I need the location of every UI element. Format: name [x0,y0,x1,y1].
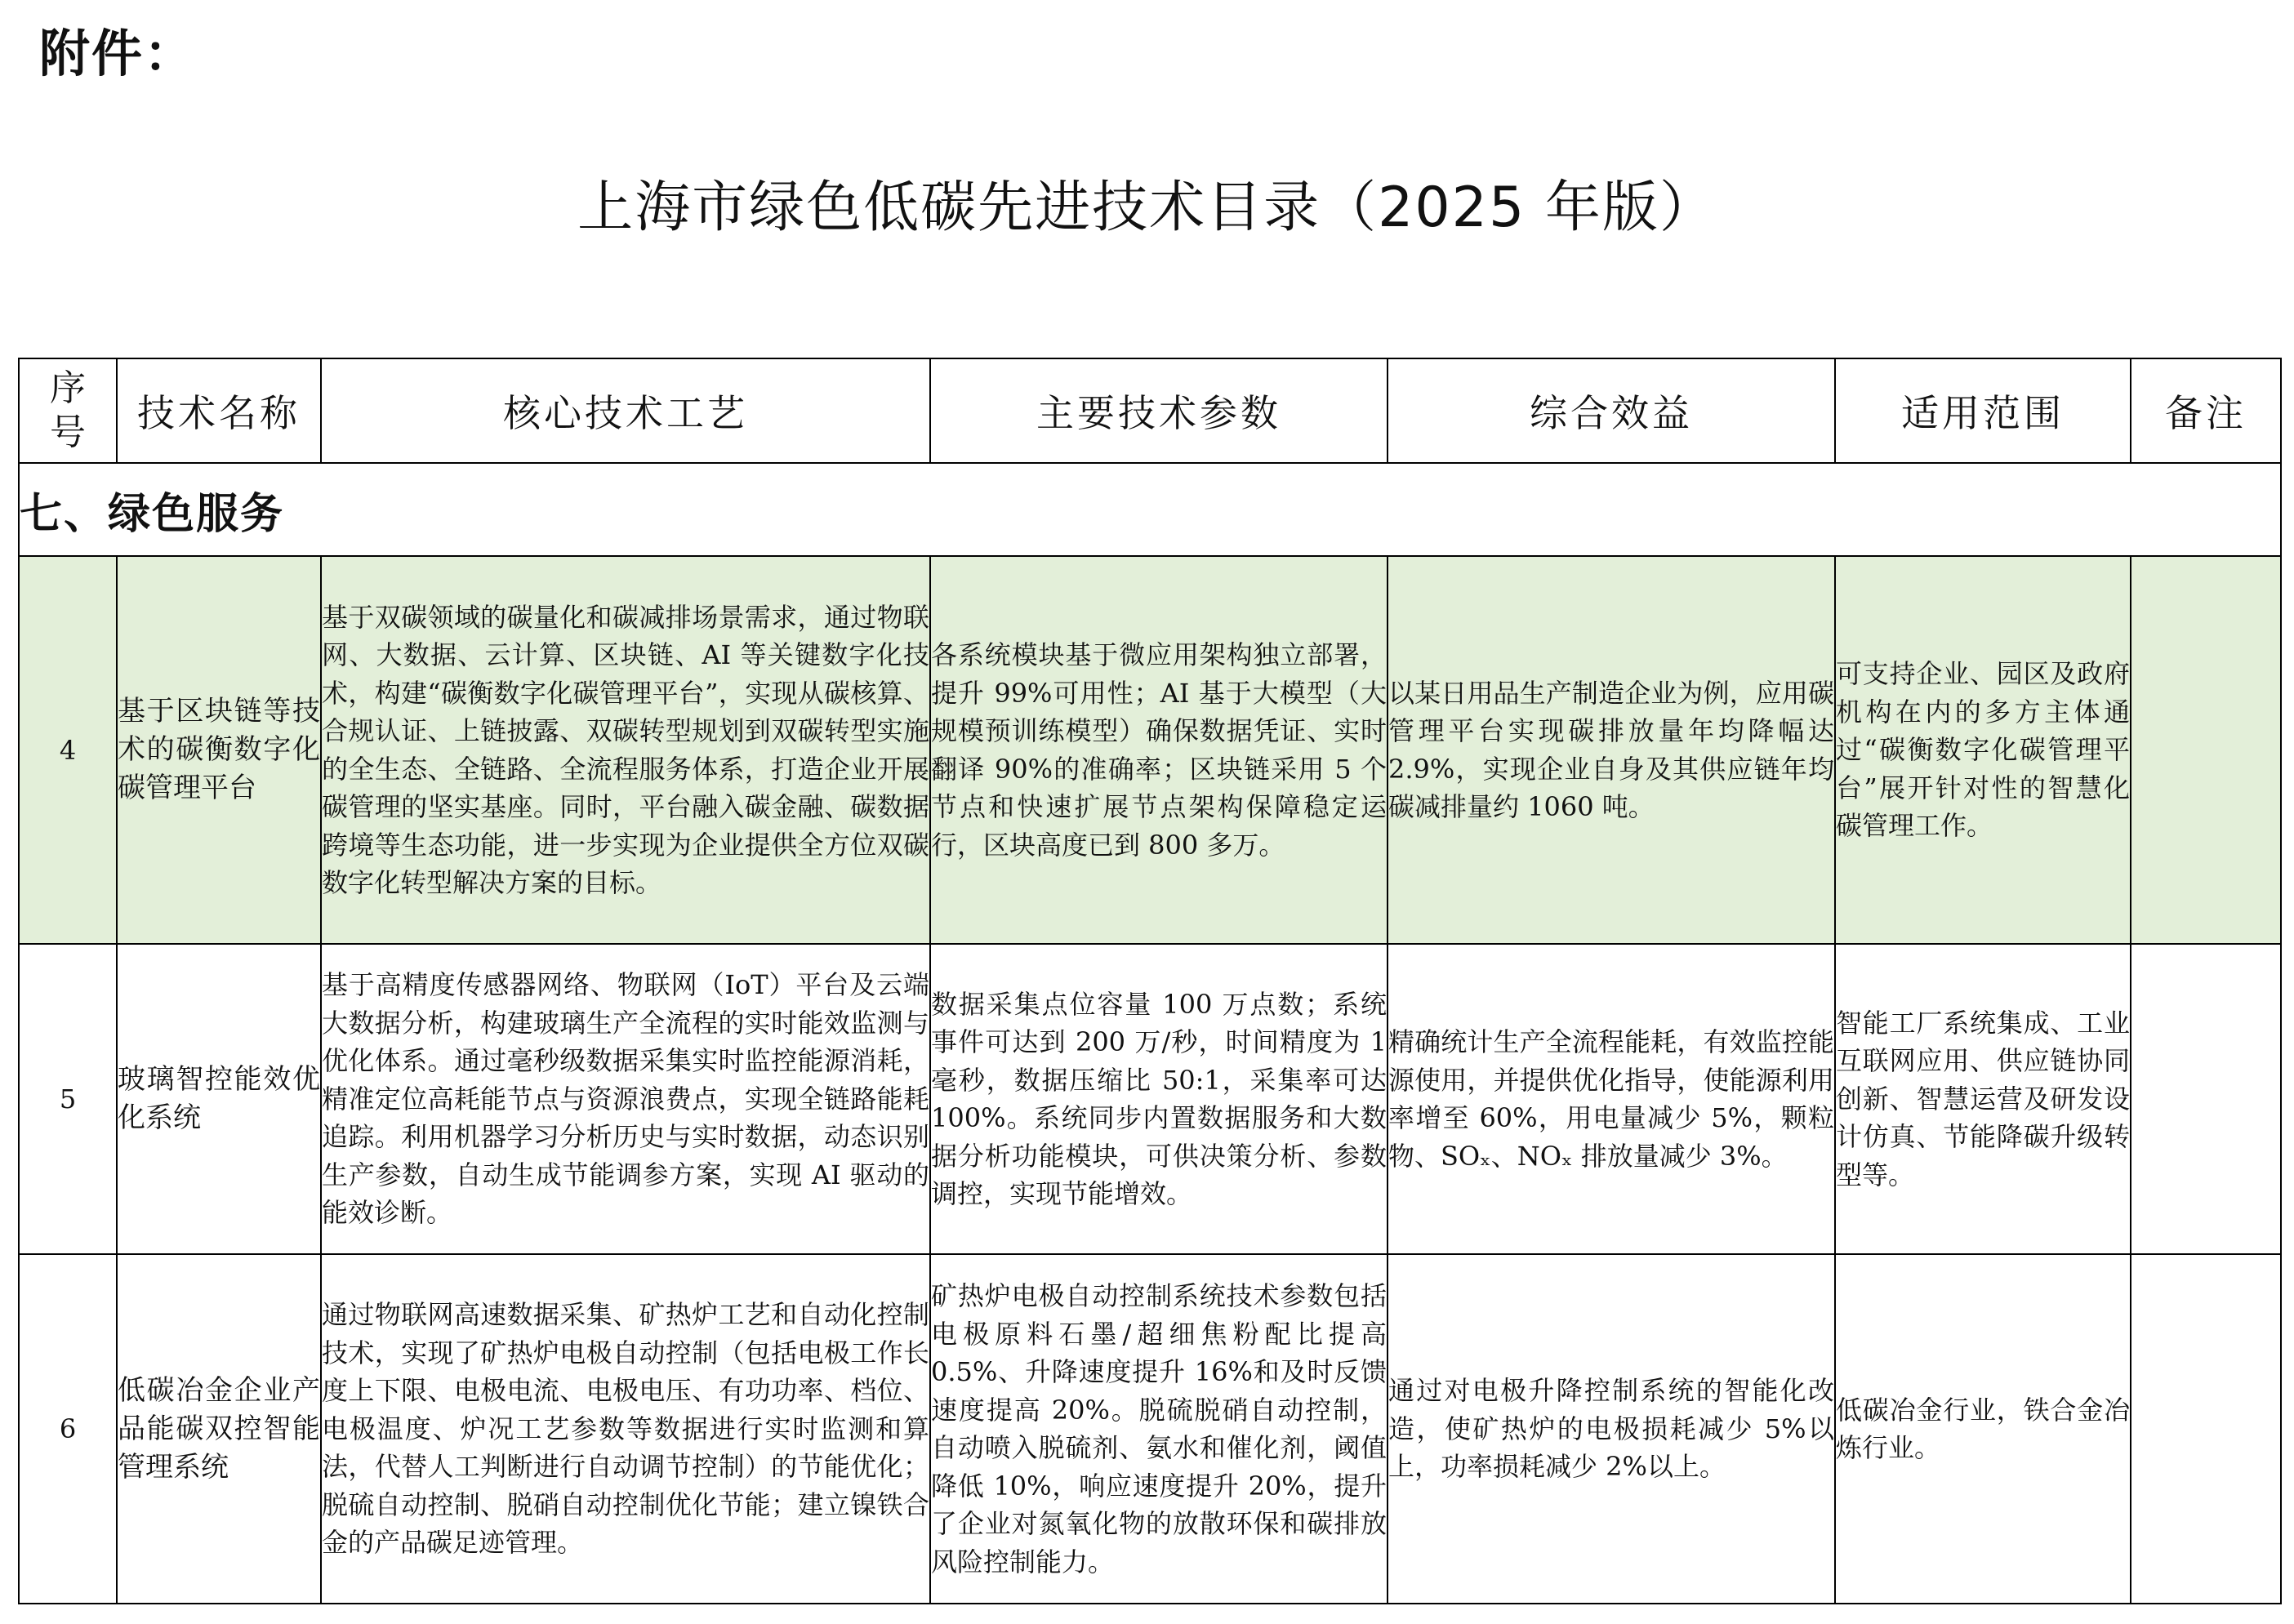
table-row [19,556,2281,944]
row-benefit: 精确统计生产全流程能耗，有效监控能源使用，并提供优化指导，使能源利用率增至 60%，用电量减少 5%，颗粒物、SOₓ、NOₓ 排放量减少 3%。 [1388,944,1835,1254]
row-process: 基于高精度传感器网络、物联网（IoT）平台及云端大数据分析，构建玻璃生产全流程的实时能效监测与优化体系。通过毫秒级数据采集实时监控能源消耗，精准定位高耗能节点与资源浪费点，实现全链路能耗追踪。利用机器学习分析历史与实时数据，动态识别生产参数，自动生成节能调参方案，实现 AI 驱动的能效诊断。 [321,944,930,1254]
row-tech-name: 玻璃智控能效优化系统 [117,944,321,1254]
section-title: 七、绿色服务 [19,463,2281,556]
header-name: 技术名称 [117,358,321,463]
row-process: 基于双碳领域的碳量化和碳减排场景需求，通过物联网、大数据、云计算、区块链、AI 等关键数字化技术，构建“碳衡数字化碳管理平台”，实现从碳核算、合规认证、上链披露、双碳转型规划到双碳转型实施的全生态、全链路、全流程服务体系，打造企业开展碳管理的坚实基座。同时，平台融入碳金融、碳数据跨境等生态功能，进一步实现为企业提供全方位双碳数字化转型解决方案的目标。 [321,556,930,944]
header-benefit: 综合效益 [1388,358,1835,463]
row-benefit: 以某日用品生产制造企业为例，应用碳管理平台实现碳排放量年均降幅达 2.9%，实现企业自身及其供应链年均碳减排量约 1060 吨。 [1388,556,1835,944]
row-scope: 智能工厂系统集成、工业互联网应用、供应链协同创新、智慧运营及研发设计仿真、节能降碳升级转型等。 [1835,944,2131,1254]
row-seq: 6 [19,1254,117,1604]
row-seq: 5 [19,944,117,1254]
row-scope: 低碳冶金行业，铁合金冶炼行业。 [1835,1254,2131,1604]
row-benefit: 通过对电极升降控制系统的智能化改造，使矿热炉的电极损耗减少 5%以上，功率损耗减少 2%以上。 [1388,1254,1835,1604]
header-scope: 适用范围 [1835,358,2131,463]
header-process: 核心技术工艺 [321,358,930,463]
row-params: 各系统模块基于微应用架构独立部署，提升 99%可用性；AI 基于大模型（大规模预训练模型）确保数据凭证、实时翻译 90%的准确率；区块链采用 5 个节点和快速扩展节点架构保障稳定运行，区块高度已到 800 多万。 [930,556,1388,944]
row-scope: 可支持企业、园区及政府机构在内的多方主体通过“碳衡数字化碳管理平台”展开针对性的智慧化碳管理工作。 [1835,556,2131,944]
table-row [19,1254,2281,1604]
attachment-label: 附件： [39,24,197,83]
row-seq: 4 [19,556,117,944]
row-tech-name: 低碳冶金企业产品能碳双控智能管理系统 [117,1254,321,1604]
header-remark: 备注 [2131,358,2281,463]
table-header-row [19,358,2281,463]
header-seq-label: 序号 [50,367,86,453]
table-row [19,944,2281,1254]
section-row [19,463,2281,556]
row-params: 数据采集点位容量 100 万点数；系统事件可达到 200 万/秒，时间精度为 1 毫秒，数据压缩比 50:1，采集率可达 100%。系统同步内置数据服务和大数据分析功能模块，可供决策分析、参数调控，实现节能增效。 [930,944,1388,1254]
row-tech-name: 基于区块链等技术的碳衡数字化碳管理平台 [117,556,321,944]
row-params: 矿热炉电极自动控制系统技术参数包括电极原料石墨/超细焦粉配比提高 0.5%、升降速度提升 16%和及时反馈速度提高 20%。脱硫脱硝自动控制，自动喷入脱硫剂、氨水和催化剂，阈值降低 10%，响应速度提升 20%，提升了企业对氮氧化物的放散环保和碳排放风险控制能力。 [930,1254,1388,1604]
row-process: 通过物联网高速数据采集、矿热炉工艺和自动化控制技术，实现了矿热炉电极自动控制（包括电极工作长度上下限、电极电流、电极电压、有功功率、档位、电极温度、炉况工艺参数等数据进行实时监测和算法，代替人工判断进行自动调节控制）的节能优化；脱硫自动控制、脱硝自动控制优化节能；建立镍铁合金的产品碳足迹管理。 [321,1254,930,1604]
row-remark [2131,1254,2281,1604]
row-remark [2131,944,2281,1254]
page-title: 上海市绿色低碳先进技术目录（2025 年版） [577,176,1717,240]
technology-catalog-table [18,358,2282,1604]
header-params: 主要技术参数 [930,358,1388,463]
header-seq [19,358,117,463]
row-remark [2131,556,2281,944]
